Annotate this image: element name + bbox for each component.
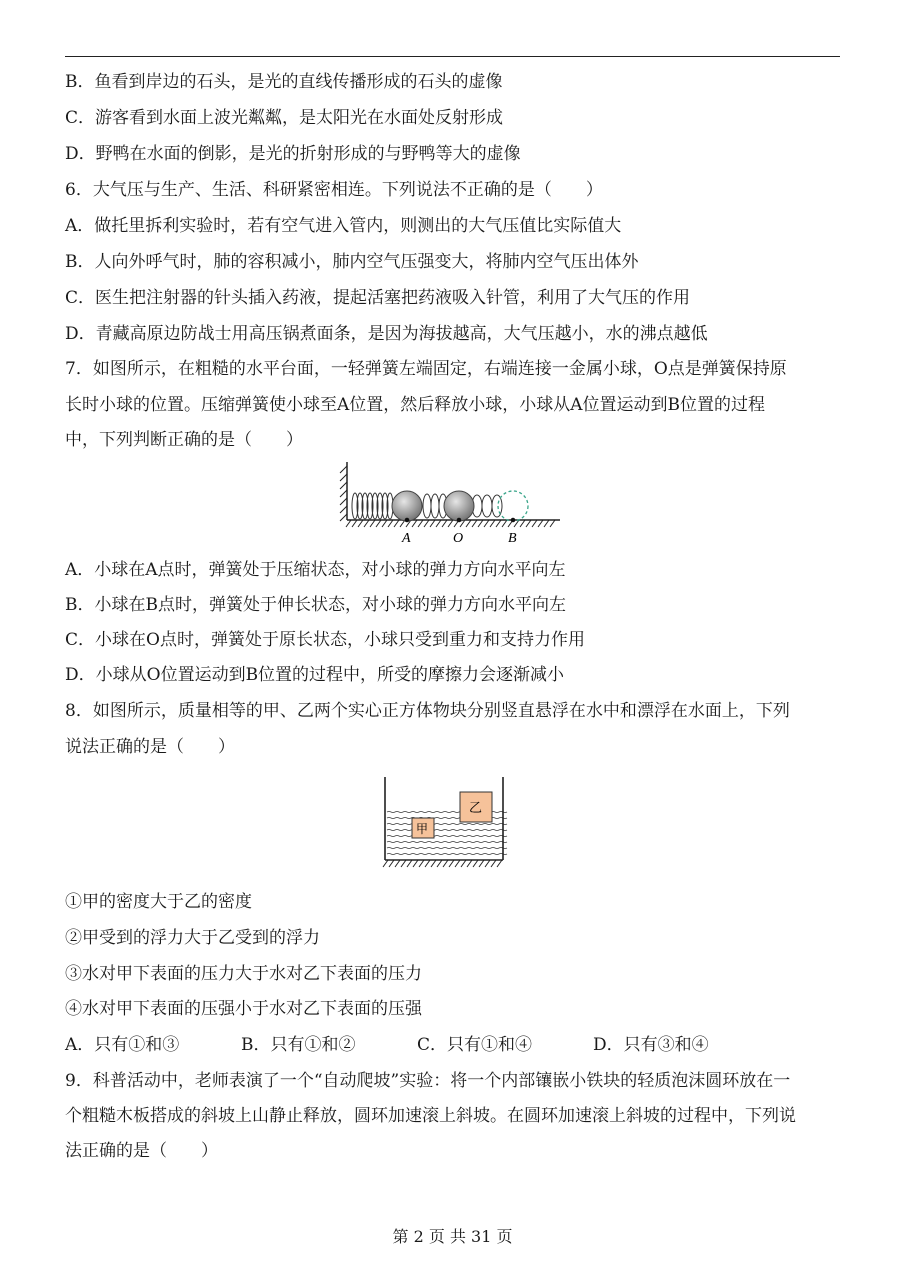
- q7-option-c: C．小球在O点时，弹簧处于原长状态，小球只受到重力和支持力作用: [65, 630, 585, 650]
- q8-stem-line1: 8．如图所示，质量相等的甲、乙两个实心正方体物块分别竖直悬浮在水中和漂浮在水面上，下列: [65, 701, 790, 721]
- q8-option-d: D．只有③和④: [593, 1035, 709, 1055]
- q8-option-c: C．只有①和④: [417, 1035, 533, 1055]
- point-o: [457, 518, 462, 523]
- q6-option-b: B．人向外呼气时，肺的容积减小，肺内空气压强变大，将肺内空气压出体外: [65, 252, 639, 272]
- q9-stem-line2: 个粗糙木板搭成的斜坡上山静止释放，圆环加速滚上斜坡。在圆环加速滚上斜坡的过程中，下列说: [65, 1106, 796, 1126]
- q6-option-d: D．青藏高原边防战士用高压锅煮面条，是因为海拔越高，大气压越小，水的沸点越低: [65, 324, 708, 344]
- q5-option-b: B．鱼看到岸边的石头，是光的直线传播形成的石头的虚像: [65, 72, 503, 92]
- spring-coils: [352, 493, 502, 519]
- q7-option-b: B．小球在B点时，弹簧处于伸长状态，对小球的弹力方向水平向左: [65, 595, 566, 615]
- label-o: O: [453, 531, 464, 546]
- q8-statement-2: ②甲受到的浮力大于乙受到的浮力: [65, 928, 320, 948]
- q9-stem-line1: 9．科普活动中，老师表演了一个“自动爬坡”实验：将一个内部镶嵌小铁块的轻质泡沫圆环放在一: [65, 1071, 791, 1091]
- q5-option-d: D．野鸭在水面的倒影，是光的折射形成的与野鸭等大的虚像: [65, 144, 521, 164]
- q6-option-a: A．做托里拆利实验时，若有空气进入管内，则测出的大气压值比实际值大: [65, 216, 622, 236]
- q6-stem: 6．大气压与生产、生活、科研紧密相连。下列说法不正确的是（ ）: [65, 180, 603, 200]
- ball-at-o: [444, 491, 474, 521]
- spring-ball-figure: [335, 458, 570, 550]
- floor-hatching: [346, 520, 555, 527]
- q8-statement-3: ③水对甲下表面的压力大于水对乙下表面的压力: [65, 964, 422, 984]
- q7-stem-line3: 中，下列判断正确的是（ ）: [65, 430, 303, 450]
- label-jia: 甲: [416, 822, 429, 836]
- q6-option-c: C．医生把注射器的针头插入药液，提起活塞把药液吸入针管，利用了大气压的作用: [65, 288, 691, 308]
- q7-stem-line1: 7．如图所示，在粗糙的水平台面，一轻弹簧左端固定，右端连接一金属小球，O点是弹簧保持原: [65, 359, 787, 379]
- tank-bottom-hatching: [383, 860, 502, 867]
- ball-at-a: [392, 491, 422, 521]
- label-a: A: [402, 531, 411, 546]
- q8-option-a: A．只有①和③: [65, 1035, 180, 1055]
- q7-option-d: D．小球从O位置运动到B位置的过程中，所受的摩擦力会逐渐减小: [65, 665, 565, 685]
- q8-statement-4: ④水对甲下表面的压强小于水对乙下表面的压强: [65, 999, 422, 1019]
- label-yi: 乙: [469, 801, 483, 816]
- q8-statement-1: ①甲的密度大于乙的密度: [65, 892, 252, 912]
- point-a: [405, 518, 410, 523]
- q7-option-a: A．小球在A点时，弹簧处于压缩状态，对小球的弹力方向水平向左: [65, 560, 566, 580]
- q8-stem-line2: 说法正确的是（ ）: [65, 737, 235, 757]
- label-b: B: [508, 531, 517, 546]
- point-b: [511, 518, 516, 523]
- water-tank-figure: [370, 772, 520, 872]
- q9-stem-line3: 法正确的是（ ）: [65, 1141, 218, 1161]
- header-rule: [65, 56, 840, 57]
- page-footer: 第 2 页 共 31 页: [392, 1227, 513, 1246]
- q7-stem-line2: 长时小球的位置。压缩弹簧使小球至A位置，然后释放小球，小球从A位置运动到B位置的过程: [65, 395, 766, 415]
- q8-option-b: B．只有①和②: [241, 1035, 356, 1055]
- q5-option-c: C．游客看到水面上波光粼粼，是太阳光在水面处反射形成: [65, 108, 504, 128]
- q8-options: [65, 1033, 769, 1057]
- wall-hatching: [340, 466, 347, 521]
